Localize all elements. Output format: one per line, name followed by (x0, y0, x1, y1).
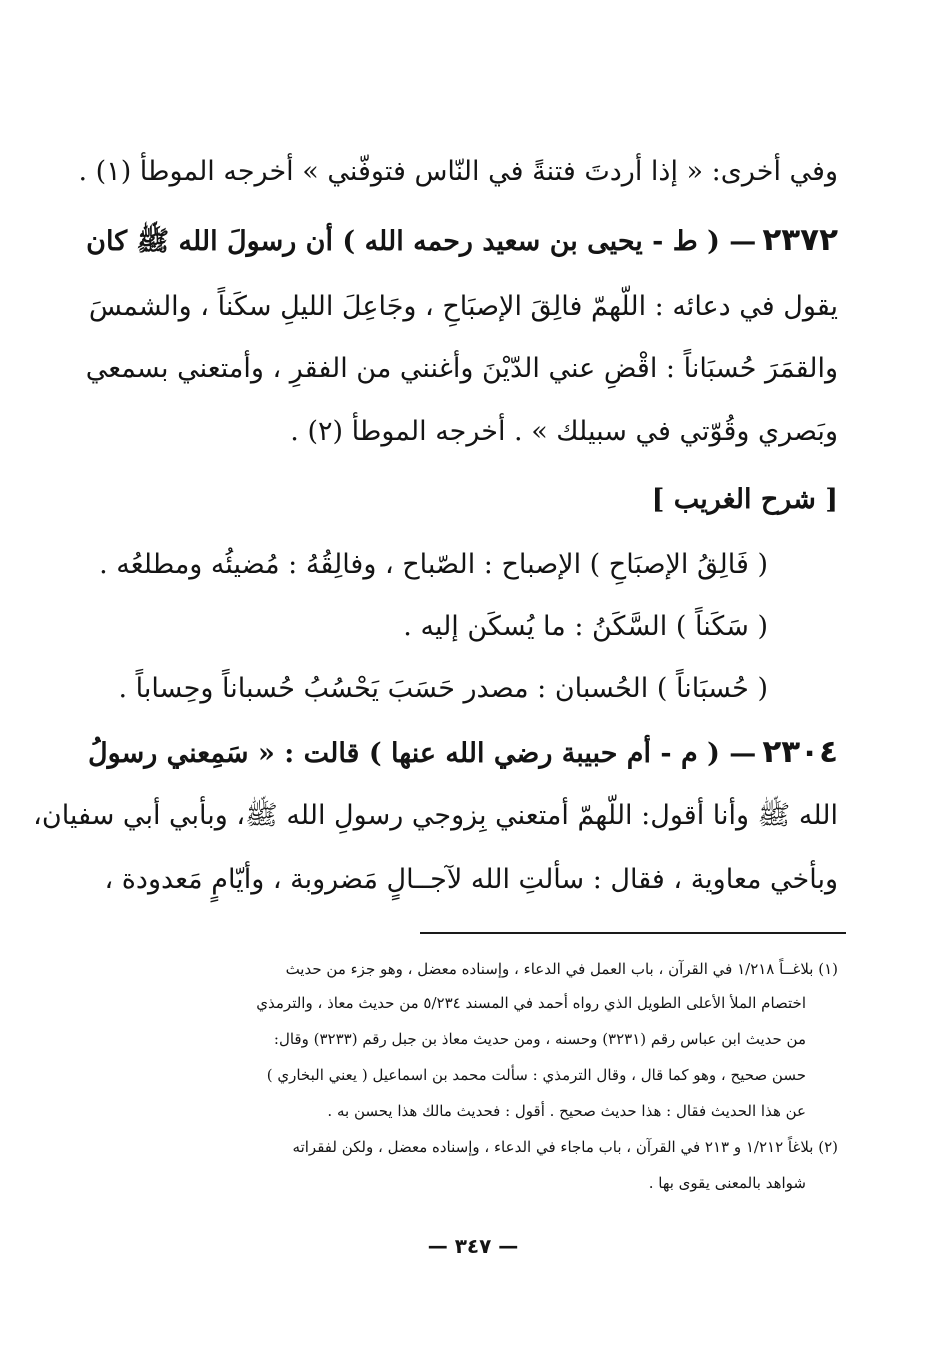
text-line-10: الله ﷺ وأنا أقول: اللّهمّ أمتعني بِزوجي رسولِ الله ﷺ، وبأبي أبي سفيان، (33, 800, 838, 831)
text-line-3: يقول في دعائه : اللّهمّ فالِقَ الإصبَاحِ ، وجَاعِلَ الليلِ سكَناً ، والشمسَ (88, 291, 838, 322)
text-line-1: وفي أخرى: « إذا أردتَ فتنةً في النّاس فتوفّني » أخرجه الموطأ (١) . (78, 156, 838, 187)
footnote-1-line-5: عن هذا الحديث فقال : هذا حديث صحيح . أقول : فحديث مالك هذا يحسن به . (327, 1102, 806, 1120)
footnote-2-line-1: (٢) بلاغاً ١/٢١٢ و ٢١٣ في القرآن ، باب ماجاء في الدعاء ، وإسناده معضل ، ولكن لفقراته (292, 1138, 838, 1156)
footnote-separator (420, 932, 846, 934)
footnote-1-line-3: من حديث ابن عباس رقم (٣٢٣١) وحسنه ، ومن حديث معاذ بن جبل رقم (٣٢٣٣) وقال: (273, 1030, 806, 1048)
hadith-2304-heading (88, 730, 838, 776)
hadith-number-2304: ٢٣٠٤ (762, 734, 838, 770)
footnote-1-line-1: (١) بلاغــاً ١/٢١٨ في القرآن ، باب العمل في الدعاء ، وإسناده معضل ، وهو جزء من حديث (285, 960, 838, 978)
hadith-2304-source: — ( م - أم حبيبة رضي الله عنها ) قالت : « سَمِعني رسولُ (88, 738, 757, 769)
footnote-1-line-2: اختصام الملأ الأعلى الطويل الذي رواه أحمد في المسند ٥/٢٣٤ من حديث معاذ ، والترمذي (256, 994, 806, 1012)
gharib-entry-3: ( حُسبَاناً ) الحُسبان : مصدر حَسَبَ يَحْسُبُ حُسباناً وحِساباً . (118, 673, 768, 704)
gharib-entry-1: ( فَالِقُ الإصبَاحِ ) الإصباح : الصّباح ، وفالِقُهُ : مُضيئُه ومطلعُه . (99, 549, 768, 580)
hadith-number-2372: ٢٣٧٢ (762, 222, 838, 258)
text-line-11: وبأخي معاوية ، فقال : سألتِ الله لآجــالٍ مَضروبة ، وأيّامٍ مَعدودة ، (104, 864, 838, 895)
text-line-4: والقمَرَ حُسبَاناً : اقْضِ عني الدّيْنَ وأغنني من الفقرِ ، وأمتعني بسمعي (85, 353, 838, 384)
footnote-1-line-4: حسن صحيح ، وهو كما قال ، وقال الترمذي : سألت محمد بن اسماعيل ( يعني البخاري ) (266, 1066, 806, 1084)
page-number: — ٣٤٧ — (427, 1234, 519, 1258)
gharib-section-title: [ شرح الغريب ] (651, 484, 838, 515)
hadith-2372-heading (86, 218, 838, 264)
hadith-2372-source: — ( ط - يحيى بن سعيد رحمه الله ) أن رسولَ الله ﷺ كان (86, 226, 757, 257)
footnote-2-line-2: شواهد بالمعنى يقوى بها . (648, 1174, 806, 1192)
gharib-entry-2: ( سَكَناً ) السَّكَنُ : ما يُسكَن إليه . (403, 611, 768, 642)
text-line-5: وبَصري وقُوّتي في سبيلك » . أخرجه الموطأ (٢) . (290, 416, 838, 447)
